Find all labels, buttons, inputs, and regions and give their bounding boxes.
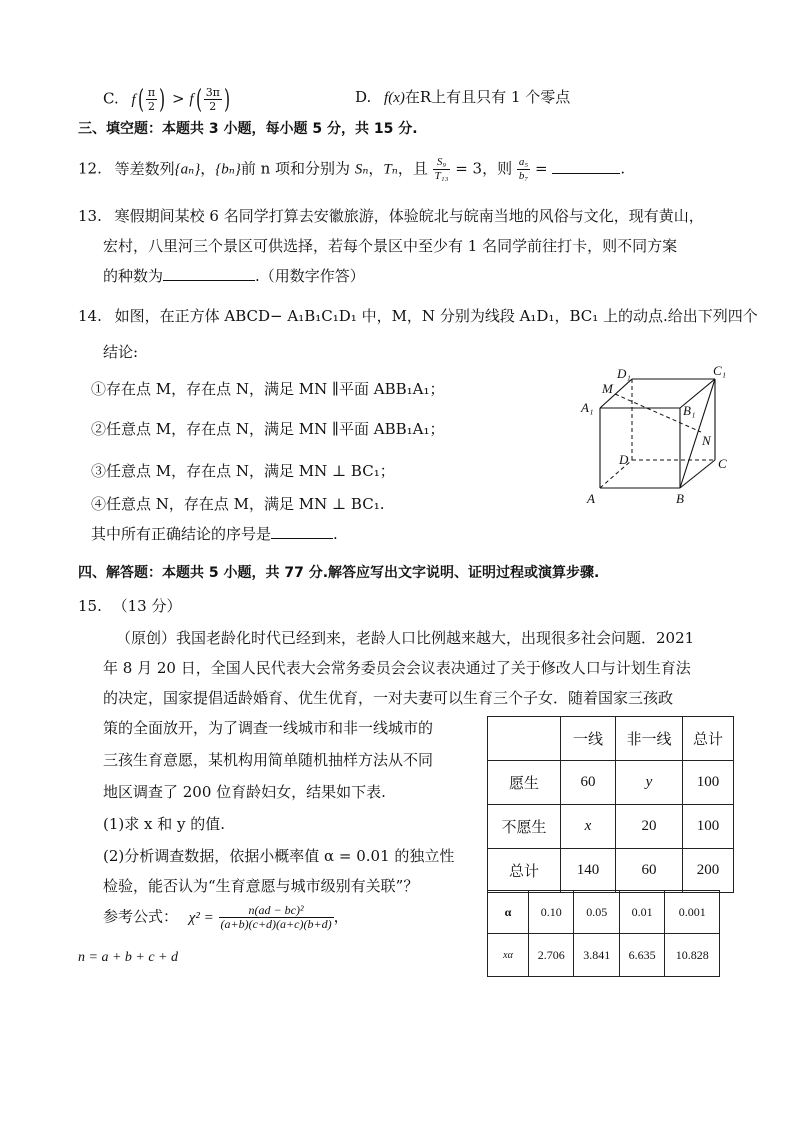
q15-p1: （原创）我国老龄化时代已经到来，老龄人口比例越来越大，出现很多社会问题．2021 — [116, 629, 695, 647]
paren-close: ) — [159, 84, 166, 115]
q15-p5: 三孩生育意愿，某机构用简单随机抽样方法从不同 — [103, 751, 434, 769]
q12-eq: = — [534, 159, 548, 178]
frac2-den: 2 — [209, 100, 217, 113]
label-c: C — [718, 456, 727, 471]
edge-bc — [680, 460, 715, 488]
table-cell — [488, 717, 561, 761]
q14-conclusion-4: ④任意点 N，存在点 M，满足 MN ⊥ BC₁. — [91, 495, 385, 513]
table-cell: 100 — [683, 761, 734, 805]
paren-open: ( — [137, 84, 144, 115]
table-cell: 20 — [616, 805, 683, 849]
table-cell: 200 — [683, 849, 734, 893]
paren-close: ) — [223, 84, 231, 115]
table-cell: 2.706 — [529, 934, 574, 977]
q15-p3: 的决定，国家提倡适龄婚育、优生优育，一对夫妻可以生育三个子女．随着国家三孩政 — [103, 689, 674, 707]
frac2-num: 3π — [205, 86, 220, 99]
q12-and: ，且 — [397, 159, 428, 178]
formula-fraction — [219, 904, 334, 931]
q14-conclusion-2: ②任意点 M，存在点 N，满足 MN ∥平面 ABB₁A₁； — [91, 420, 445, 438]
q15-number: 15. — [78, 597, 102, 615]
formula-lhs: χ² = — [188, 909, 214, 926]
table-cell: y — [616, 761, 683, 805]
option-c-f2: f — [189, 91, 194, 108]
option-c-f1: f — [131, 91, 136, 108]
section4-heading: 四、解答题：本题共 5 小题，共 77 分.解答应写出文字说明、证明过程或演算步骤. — [78, 565, 600, 581]
q12-end: . — [620, 159, 626, 178]
q13-line3a: 的种数为 — [103, 267, 164, 285]
cube-figure — [575, 360, 735, 510]
label-b1: B₁ — [683, 403, 696, 418]
q15-score: （13 分） — [112, 597, 182, 615]
q12-s: Sₙ — [354, 161, 369, 178]
option-c — [103, 86, 232, 113]
q15-sub1: (1)求 x 和 y 的值. — [103, 815, 226, 833]
q14-ask-end: . — [333, 525, 338, 543]
option-d-label: D. — [355, 88, 372, 106]
table-cell: 一线 — [561, 717, 616, 761]
q14-conclusion-1: ①存在点 M，存在点 N，满足 MN ∥平面 ABB₁A₁； — [91, 380, 445, 398]
q15-sub2a: (2)分析调查数据，依据小概率值 α = 0.01 的独立性 — [103, 847, 455, 865]
label-d: D — [619, 452, 629, 467]
survey-table — [487, 716, 734, 893]
option-d-expr: f(x) — [384, 90, 405, 106]
table-cell: 60 — [561, 761, 616, 805]
answer-blank[interactable] — [552, 159, 620, 174]
table-row — [488, 934, 720, 977]
table-cell: 10.828 — [665, 934, 720, 977]
table-row — [488, 849, 734, 893]
frac1-num: π — [147, 86, 156, 99]
formula-den: (a+b)(c+d)(a+c)(b+d) — [220, 917, 332, 931]
q12-number: 12. — [78, 159, 102, 178]
q14-number: 14. — [78, 307, 102, 325]
n-definition: n = a + b + c + d — [78, 950, 179, 965]
q15-p2: 年 8 月 20 日，全国人民代表大会常务委员会会议表决通过了关于修改人口与计划生育法 — [103, 659, 691, 677]
option-c-frac1 — [146, 86, 157, 113]
table-cell: 0.001 — [665, 891, 720, 934]
table-cell: 140 — [561, 849, 616, 893]
table-cell: x — [561, 805, 616, 849]
q14-ask — [91, 524, 338, 544]
answer-blank[interactable] — [163, 266, 255, 281]
q12-seq-b: {bₙ} — [215, 161, 241, 178]
q13-line1: 寒假期间某校 6 名同学打算去安徽旅游，体验皖北与皖南当地的风俗与文化，现有黄山， — [114, 207, 704, 225]
q12-frac2 — [517, 156, 530, 183]
option-c-label: C. — [103, 89, 119, 108]
label-d1: D₁ — [617, 366, 631, 381]
table-row — [488, 717, 734, 761]
q14-line2: 结论: — [103, 343, 139, 361]
q12-frac2-num: a₅ — [518, 156, 529, 168]
question-12 — [78, 156, 625, 183]
table-cell: α — [488, 891, 529, 934]
formula-num: n(ad − bc)² — [219, 904, 334, 918]
label-b: B — [676, 491, 684, 506]
formula-end: ， — [333, 907, 349, 926]
section3-heading: 三、填空题：本题共 3 小题，每小题 5 分，共 15 分. — [78, 121, 418, 137]
q12-sep: ， — [200, 159, 216, 178]
question-13 — [78, 206, 704, 226]
q13-line3 — [103, 266, 365, 286]
formula-label: 参考公式： — [103, 907, 179, 926]
table-cell: 愿生 — [488, 761, 561, 805]
label-a: A — [587, 491, 595, 506]
q15-p4: 策的全面放开，为了调查一线城市和非一线城市的 — [103, 719, 434, 737]
table-cell: 0.05 — [574, 891, 619, 934]
q12-comma: ， — [368, 159, 384, 178]
q13-line2: 宏村，八里河三个景区可供选择，若每个景区中至少有 1 名同学前往打卡，则不同方案 — [103, 237, 678, 255]
q12-t: Tₙ — [383, 161, 398, 178]
q15-p6: 地区调查了 200 位育龄妇女，结果如下表. — [103, 783, 386, 801]
critical-value-table — [487, 890, 720, 977]
answer-blank[interactable] — [271, 524, 333, 539]
q15-sub2b: 检验，能否认为“生育意愿与城市级别有关联”？ — [103, 877, 419, 895]
table-cell: 0.10 — [529, 891, 574, 934]
label-m: M — [602, 381, 613, 396]
table-cell: 100 — [683, 805, 734, 849]
table-cell: 非一线 — [616, 717, 683, 761]
label-a1: A₁ — [581, 400, 594, 415]
q14-conclusion-3: ③任意点 M，存在点 N，满足 MN ⊥ BC₁； — [91, 462, 395, 480]
option-d — [355, 87, 570, 108]
q12-frac1-num: S₉ — [433, 156, 451, 170]
option-d-text: 在R上有且只有 1 个零点 — [404, 88, 571, 106]
table-cell: 0.01 — [619, 891, 664, 934]
table-row — [488, 805, 734, 849]
table-cell: 3.841 — [574, 934, 619, 977]
q13-number: 13. — [78, 207, 102, 225]
paren-open: ( — [195, 84, 202, 115]
q12-seq-a: {aₙ} — [174, 161, 201, 178]
q14-ask-text: 其中所有正确结论的序号是 — [91, 525, 272, 543]
option-c-frac2 — [204, 86, 222, 113]
frac1-den: 2 — [147, 100, 155, 113]
table-row — [488, 761, 734, 805]
q12-frac1 — [433, 156, 451, 183]
label-c1: C₁ — [713, 363, 727, 378]
q12-eq3: = 3，则 — [455, 159, 513, 178]
question-15 — [78, 596, 182, 616]
table-cell: 总计 — [683, 717, 734, 761]
table-cell: xα — [488, 934, 529, 977]
q13-line3b: .（用数字作答） — [255, 267, 365, 285]
q14-line1: 如图，在正方体 ABCD− A₁B₁C₁D₁ 中，M，N 分别为线段 A₁D₁，BC₁ 上的动点.给出下列四个 — [114, 307, 758, 325]
q15-formula — [103, 904, 349, 931]
table-cell: 6.635 — [619, 934, 664, 977]
table-cell: 总计 — [488, 849, 561, 893]
table-cell: 不愿生 — [488, 805, 561, 849]
q12-mid: 前 n 项和分别为 — [240, 159, 351, 178]
table-row — [488, 891, 720, 934]
question-14 — [78, 306, 758, 326]
gt-sign: > — [172, 89, 185, 108]
q12-pre: 等差数列 — [114, 159, 175, 178]
table-cell: 60 — [616, 849, 683, 893]
label-n: N — [702, 433, 711, 448]
q12-frac2-den: b₇ — [518, 170, 529, 182]
q12-frac1-den: T₁₃ — [434, 170, 449, 182]
